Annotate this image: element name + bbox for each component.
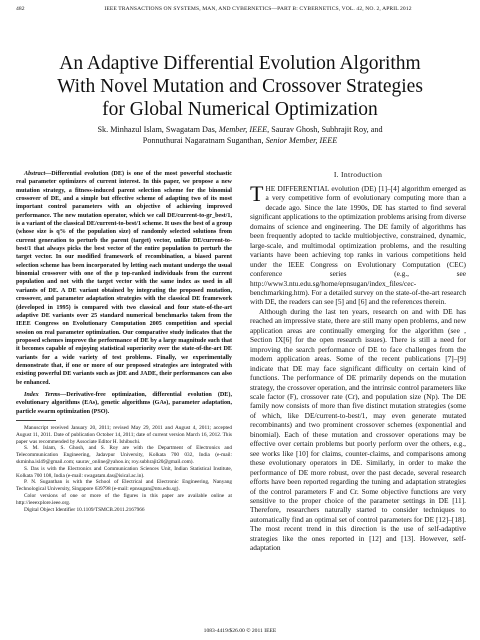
index-terms-text: —Derivative-free optimization, differential evolution (DE), evolutionary algorithms (EAs), genetic algorithms (GAs), parameter adaptation, particle swarm optimization (PSO). xyxy=(16,391,232,415)
drop-cap: T xyxy=(250,181,264,206)
abstract xyxy=(16,170,232,387)
right-column xyxy=(250,170,466,553)
title-line-1: An Adaptive Differential Evolution Algorithm xyxy=(59,53,421,74)
intro-paragraph-1-text: DIFFERENTIAL evolution (DE) [1]–[4] algorithm emerged as a very competitive form of evolutionary computing more than a decade ago. Since the late 1990s, DE has started to find several significant applications to the optimization problems arising from diverse domains of science and engineering. The DE family of algorithms has been frequently adopted to tackle multiobjective, constrained, dynamic, large-scale, and multimodal optimization problems, and the resulting variants have been achieving top ranks in various competitions held under the IEEE Congress on Evolutionary Computation (CEC) conference series (e.g., see http://www3.ntu.edu.sg/home/epnsugan/index_files/cec-benchmarking.htm). For a detailed survey on the state-of-the-art research with DE, the readers can see [5] and [6] and the references therein. xyxy=(250,184,466,307)
index-terms xyxy=(16,391,232,416)
intro-paragraph-1 xyxy=(250,181,466,307)
page-number: 482 xyxy=(16,6,25,12)
author-names-3: Ponnuthurai Nagaratnam Suganthan, xyxy=(142,136,266,145)
left-column xyxy=(16,170,232,513)
footnote-doi: Digital Object Identifier 10.1109/TSMCB.2011.2167966 xyxy=(24,506,145,513)
author-list xyxy=(30,124,450,146)
abstract-text: —Differential evolution (DE) is one of the most powerful stochastic real parameter optimizers of current interest. In this paper, we propose a new mutation strategy, a fitness-induced parent selection scheme for the binomial crossover of DE, and a simple but effective scheme of adapting two of its most important control parameters with an objective of achieving improved performance. The new mutation operator, which we call DE/current-to-gr_best/1, is a variant of the classical DE/current-to-best/1 scheme. It uses the best of a group (whose size is q% of the population size) of randomly selected solutions from current generation to perturb the parent (target) vector, unlike DE/current-to-best/1 that always picks the best vector of the entire population to perturb the target vector. In our modified framework of recombination, a biased parent selection scheme has been incorporated by letting each mutant undergo the usual binomial crossover with one of the p top-ranked individuals from the current population and not with the target vector with the same index as used in all variants of DE. A DE variant obtained by integrating the proposed mutation, crossover, and parameter adaptation strategies with the classical DE framework (developed in 1995) is compared with two classical and four state-of-the-art adaptive DE variants over 25 standard numerical benchmarks taken from the IEEE Congress on Evolutionary Computation 2005 competition and special session on real parameter optimization. Our comparative study indicates that the proposed schemes improve the performance of DE by a large magnitude such that it becomes capable of enjoying statistical superiority over the state-of-the-art DE variants for a wide variety of test problems. Finally, we experimentally demonstrate that, if one or more of our proposed strategies are integrated with existing powerful DE variants such as jDE and JADE, their performances can also be enhanced. xyxy=(16,171,232,386)
author-membership-2: Senior Member, IEEE xyxy=(265,136,338,145)
section-heading-introduction: I. Introduction xyxy=(333,170,383,179)
author-line-2 xyxy=(30,135,450,146)
running-header xyxy=(16,6,464,16)
author-names-1: Sk. Minhazul Islam, Swagatam Das, xyxy=(97,125,219,134)
author-membership-1: Member, IEEE xyxy=(218,125,268,134)
footnote-affiliation-ju: S. M. Islam, S. Ghosh, and S. Roy are with the Department of Electronics and Telecommunication Engineering, Jadavpur University, Kolkata 700 032, India (e-mail: skminha.isl49@gmail.com; saurav_online@yahoo.in; roy.subhrajit20@gmail.com). xyxy=(16,445,232,465)
title-line-2: With Novel Mutation and Crossover Strategies xyxy=(57,76,423,97)
intro-paragraph-2: Although during the last ten years, research on and with DE has reached an impressive state, there are still many open problems, and new application areas are continually emerging for the algorithm (see , Section IX[6] for the open research issues). There is still a need for improving the search performance of DE to face challenges from the modern application areas. Some of the recent publications [7]–[9] indicate that DE may face significant difficulty on certain kind of functions. The performance of DE primarily depends on the mutation strategy, the crossover operation, and the intrinsic control parameters like scale factor (F), crossover rate (Cr), and population size (Np). The DE family now consists of more than five distinct mutation strategies (some of which, like DE/current-to-best/1, may even generate mutated recombinants) and two prominent crossover schemes (exponential and binomial). Each of these mutation and crossover operations may be effective over certain problems but poorly perform over the others, e.g., see works like [10] for claims, counter-claims, and comparisons among these evolutionary operators in DE. Similarly, in order to make the performance of DE more robust, over the past decade, several research efforts have been reported regarding the tuning and adaptation strategies of the control parameters F and Cr. Some objective functions are very sensitive to the proper choice of the parameter settings in DE [11]. Therefore, researchers naturally started to consider techniques to automatically find an optimal set of control parameters for DE [12]–[18]. The most recent trend in this direction is the use of self-adaptive strategies like the ones reported in [12] and [13]. However, self-adaptation xyxy=(250,306,466,553)
journal-name: IEEE TRANSACTIONS ON SYSTEMS, MAN, AND CYBERNETICS—PART B: CYBERNETICS, VOL. 42, NO. 2, APRIL 2012 xyxy=(104,6,412,12)
title-line-3: for Global Numerical Optimization xyxy=(102,99,378,120)
intro-smallcaps: HE xyxy=(265,184,276,193)
copyright-line: 1083-4419/$26.00 © 2011 IEEE xyxy=(203,628,277,634)
footnote-affiliation-isi: S. Das is with the Electronics and Communication Sciences Unit, Indian Statistical Institute, Kolkata 700 108, India (e-mail: swagatam.das@isical.ac.in). xyxy=(16,465,232,479)
abstract-lead: Abstract xyxy=(24,171,46,177)
footnote-divider xyxy=(16,420,56,421)
index-terms-lead: Index Terms xyxy=(24,391,61,398)
author-line-1 xyxy=(30,124,450,135)
footnote-manuscript: Manuscript received January 20, 2011; revised May 29, 2011 and August 4, 2011; accepted August 11, 2011. Date of publication October 14, 2011; date of current version March 16, 2012. This paper was recommended by Associate Editor H. Ishibuchi. xyxy=(16,424,232,445)
paper-title xyxy=(16,52,464,121)
author-names-2: , Saurav Ghosh, Subhrajit Roy, and xyxy=(267,125,383,134)
footnote-affiliation-ntu: P. N. Suganthan is with the School of Electrical and Electronic Engineering, Nanyang Technological University, Singapore 639798 (e-mail: epnsugan@ntu.edu.sg). xyxy=(16,479,232,493)
footnote-color-versions: Color versions of one or more of the figures in this paper are available online at http://ieeexplore.ieee.org. xyxy=(16,492,232,506)
